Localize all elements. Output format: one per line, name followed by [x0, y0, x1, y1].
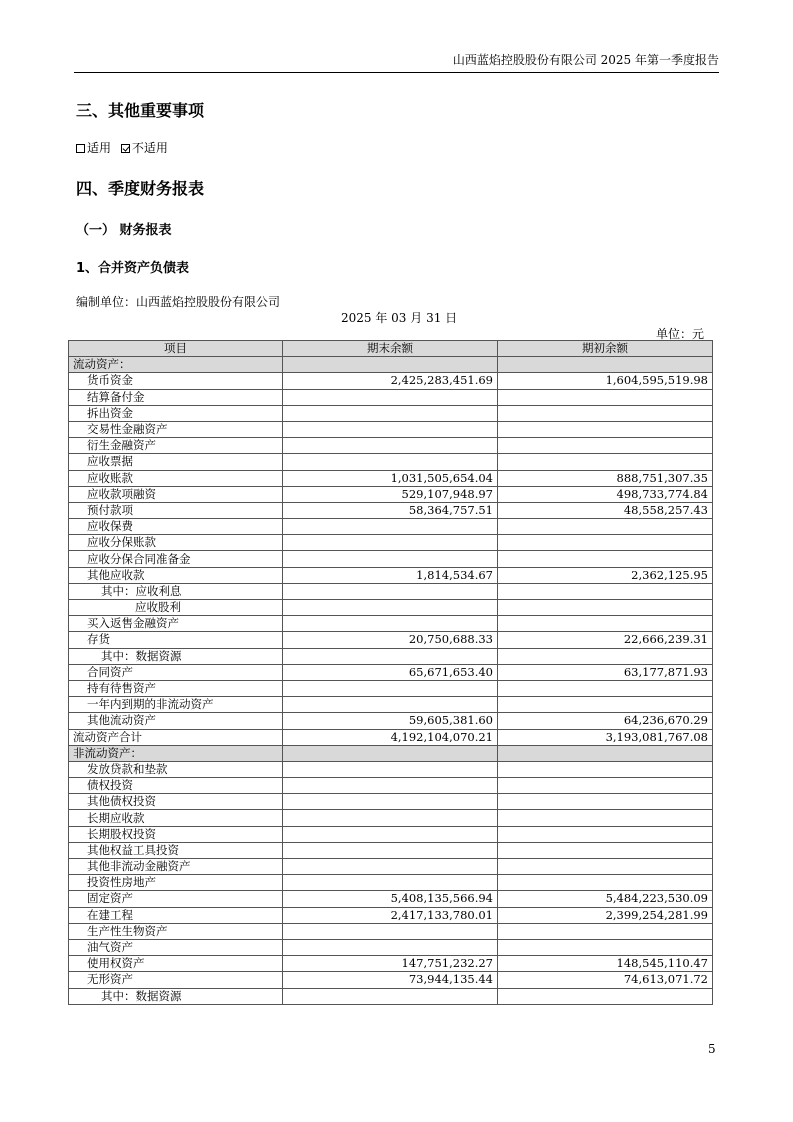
section-title-other-matters: 三、其他重要事项 — [76, 101, 205, 120]
row-item-label: 其他权益工具投资 — [69, 842, 283, 858]
row-item-label: 预付款项 — [69, 502, 283, 518]
row-begin-balance — [498, 421, 713, 437]
table-row — [69, 939, 713, 955]
row-end-balance — [283, 810, 498, 826]
row-end-balance — [283, 600, 498, 616]
row-begin-balance: 2,399,254,281.99 — [498, 907, 713, 923]
table-row — [69, 486, 713, 502]
row-begin-balance: 48,558,257.43 — [498, 502, 713, 518]
table-row — [69, 664, 713, 680]
row-end-balance: 65,671,653.40 — [283, 664, 498, 680]
row-begin-balance — [498, 826, 713, 842]
row-item-label: 无形资产 — [69, 972, 283, 988]
table-row — [69, 842, 713, 858]
row-item-label: 合同资产 — [69, 664, 283, 680]
table-body — [69, 357, 713, 1005]
table-row — [69, 502, 713, 518]
row-begin-balance — [498, 616, 713, 632]
row-begin-balance — [498, 939, 713, 955]
row-item-label: 应收保费 — [69, 519, 283, 535]
row-end-balance — [283, 778, 498, 794]
row-item-label: 其他应收款 — [69, 567, 283, 583]
row-begin-balance: 5,484,223,530.09 — [498, 891, 713, 907]
row-item-label: 发放贷款和垫款 — [69, 761, 283, 777]
row-item-label: 其中：数据资源 — [69, 988, 283, 1004]
row-end-balance: 59,605,381.60 — [283, 713, 498, 729]
row-end-balance: 1,031,505,654.04 — [283, 470, 498, 486]
row-end-balance — [283, 842, 498, 858]
row-begin-balance — [498, 923, 713, 939]
row-begin-balance — [498, 859, 713, 875]
table-row — [69, 972, 713, 988]
table-row — [69, 794, 713, 810]
row-end-balance — [283, 648, 498, 664]
row-item-label: 长期股权投资 — [69, 826, 283, 842]
table-row — [69, 551, 713, 567]
section-title-financial-statements: 四、季度财务报表 — [76, 179, 205, 198]
row-end-balance: 58,364,757.51 — [283, 502, 498, 518]
row-item-label: 应收股利 — [69, 600, 283, 616]
row-item-label: 投资性房地产 — [69, 875, 283, 891]
row-end-balance — [283, 680, 498, 696]
row-end-balance: 20,750,688.33 — [283, 632, 498, 648]
row-end-balance — [283, 697, 498, 713]
row-begin-balance: 64,236,670.29 — [498, 713, 713, 729]
table-row — [69, 389, 713, 405]
row-item-label: 非流动资产： — [69, 745, 283, 761]
row-item-label: 长期应收款 — [69, 810, 283, 826]
table-row — [69, 438, 713, 454]
column-header-end-balance: 期末余额 — [283, 341, 498, 357]
row-end-balance — [283, 939, 498, 955]
label-not-applicable: 不适用 — [131, 141, 168, 155]
row-end-balance — [283, 761, 498, 777]
row-end-balance — [283, 826, 498, 842]
row-item-label: 买入返售金融资产 — [69, 616, 283, 632]
row-item-label: 在建工程 — [69, 907, 283, 923]
row-end-balance: 1,814,534.67 — [283, 567, 498, 583]
table-row — [69, 616, 713, 632]
row-begin-balance — [498, 535, 713, 551]
row-begin-balance: 1,604,595,519.98 — [498, 373, 713, 389]
row-end-balance — [283, 438, 498, 454]
row-item-label: 固定资产 — [69, 891, 283, 907]
row-begin-balance — [498, 438, 713, 454]
table-row — [69, 988, 713, 1004]
row-item-label: 流动资产： — [69, 357, 283, 373]
table-row — [69, 891, 713, 907]
row-begin-balance — [498, 405, 713, 421]
row-end-balance — [283, 421, 498, 437]
label-applicable: 适用 — [87, 141, 112, 155]
row-begin-balance — [498, 389, 713, 405]
row-begin-balance: 74,613,071.72 — [498, 972, 713, 988]
row-item-label: 一年内到期的非流动资产 — [69, 697, 283, 713]
row-begin-balance — [498, 745, 713, 761]
row-begin-balance — [498, 583, 713, 599]
row-end-balance — [283, 389, 498, 405]
currency-unit: 单位：元 — [656, 327, 705, 341]
row-end-balance: 73,944,135.44 — [283, 972, 498, 988]
row-item-label: 交易性金融资产 — [69, 421, 283, 437]
row-item-label: 其中：应收利息 — [69, 583, 283, 599]
table-row — [69, 373, 713, 389]
row-item-label: 应收款项融资 — [69, 486, 283, 502]
row-item-label: 应收票据 — [69, 454, 283, 470]
table-row — [69, 778, 713, 794]
row-end-balance — [283, 859, 498, 875]
table-row — [69, 697, 713, 713]
row-item-label: 其中：数据资源 — [69, 648, 283, 664]
table-row — [69, 761, 713, 777]
column-header-item: 项目 — [69, 341, 283, 357]
table-row — [69, 745, 713, 761]
row-item-label: 结算备付金 — [69, 389, 283, 405]
applicability-options — [76, 139, 168, 156]
row-item-label: 油气资产 — [69, 939, 283, 955]
table-row — [69, 583, 713, 599]
row-end-balance — [283, 875, 498, 891]
report-header: 山西蓝焰控股股份有限公司 2025 年第一季度报告 — [452, 53, 719, 67]
table-row — [69, 632, 713, 648]
row-end-balance — [283, 519, 498, 535]
balance-sheet-table — [68, 340, 713, 1005]
row-begin-balance — [498, 810, 713, 826]
header-divider — [74, 72, 719, 73]
row-item-label: 存货 — [69, 632, 283, 648]
row-begin-balance — [498, 680, 713, 696]
row-end-balance — [283, 745, 498, 761]
row-begin-balance — [498, 357, 713, 373]
row-end-balance: 2,425,283,451.69 — [283, 373, 498, 389]
row-item-label: 流动资产合计 — [69, 729, 283, 745]
table-row — [69, 405, 713, 421]
row-end-balance — [283, 405, 498, 421]
row-begin-balance — [498, 551, 713, 567]
checkbox-not-applicable[interactable] — [121, 144, 130, 153]
row-item-label: 应收账款 — [69, 470, 283, 486]
row-begin-balance — [498, 778, 713, 794]
table-row — [69, 470, 713, 486]
report-date: 2025 年 03 月 31 日 — [341, 311, 458, 325]
row-begin-balance — [498, 794, 713, 810]
column-header-begin-balance: 期初余额 — [498, 341, 713, 357]
table-row — [69, 680, 713, 696]
row-begin-balance: 498,733,774.84 — [498, 486, 713, 502]
table-row — [69, 956, 713, 972]
row-begin-balance — [498, 648, 713, 664]
row-item-label: 衍生金融资产 — [69, 438, 283, 454]
row-begin-balance: 888,751,307.35 — [498, 470, 713, 486]
table-row — [69, 875, 713, 891]
checkbox-applicable[interactable] — [76, 144, 85, 153]
subsection-title-statements: （一） 财务报表 — [76, 223, 172, 238]
row-end-balance — [283, 616, 498, 632]
row-item-label: 应收分保账款 — [69, 535, 283, 551]
row-item-label: 债权投资 — [69, 778, 283, 794]
row-item-label: 其他债权投资 — [69, 794, 283, 810]
table-row — [69, 357, 713, 373]
table-row — [69, 567, 713, 583]
row-end-balance — [283, 535, 498, 551]
row-begin-balance: 63,177,871.93 — [498, 664, 713, 680]
page-number: 5 — [708, 1042, 716, 1056]
row-begin-balance — [498, 697, 713, 713]
row-end-balance: 529,107,948.97 — [283, 486, 498, 502]
row-end-balance: 5,408,135,566.94 — [283, 891, 498, 907]
row-item-label: 其他非流动金融资产 — [69, 859, 283, 875]
row-end-balance: 147,751,232.27 — [283, 956, 498, 972]
row-end-balance — [283, 551, 498, 567]
table-row — [69, 859, 713, 875]
table-header-row — [69, 341, 713, 357]
table-row — [69, 729, 713, 745]
row-item-label: 其他流动资产 — [69, 713, 283, 729]
row-item-label: 使用权资产 — [69, 956, 283, 972]
row-end-balance — [283, 454, 498, 470]
table-row — [69, 826, 713, 842]
table-row — [69, 810, 713, 826]
row-begin-balance — [498, 988, 713, 1004]
row-item-label: 应收分保合同准备金 — [69, 551, 283, 567]
table-row — [69, 713, 713, 729]
row-begin-balance — [498, 842, 713, 858]
table-row — [69, 923, 713, 939]
row-begin-balance: 22,666,239.31 — [498, 632, 713, 648]
row-begin-balance: 2,362,125.95 — [498, 567, 713, 583]
row-item-label: 货币资金 — [69, 373, 283, 389]
row-begin-balance — [498, 519, 713, 535]
subsection-title-balance-sheet: 1、合并资产负债表 — [76, 261, 190, 276]
row-begin-balance — [498, 761, 713, 777]
row-begin-balance — [498, 875, 713, 891]
row-begin-balance: 3,193,081,767.08 — [498, 729, 713, 745]
table-row — [69, 907, 713, 923]
row-end-balance — [283, 583, 498, 599]
row-begin-balance — [498, 454, 713, 470]
row-item-label: 拆出资金 — [69, 405, 283, 421]
row-end-balance — [283, 988, 498, 1004]
table-row — [69, 454, 713, 470]
table-row — [69, 600, 713, 616]
row-item-label: 生产性生物资产 — [69, 923, 283, 939]
row-end-balance: 2,417,133,780.01 — [283, 907, 498, 923]
row-begin-balance: 148,545,110.47 — [498, 956, 713, 972]
row-begin-balance — [498, 600, 713, 616]
table-row — [69, 648, 713, 664]
row-end-balance — [283, 357, 498, 373]
table-row — [69, 519, 713, 535]
table-row — [69, 421, 713, 437]
row-end-balance — [283, 794, 498, 810]
table-row — [69, 535, 713, 551]
row-end-balance — [283, 923, 498, 939]
row-end-balance: 4,192,104,070.21 — [283, 729, 498, 745]
preparer-company: 编制单位：山西蓝焰控股股份有限公司 — [76, 295, 281, 309]
row-item-label: 持有待售资产 — [69, 680, 283, 696]
